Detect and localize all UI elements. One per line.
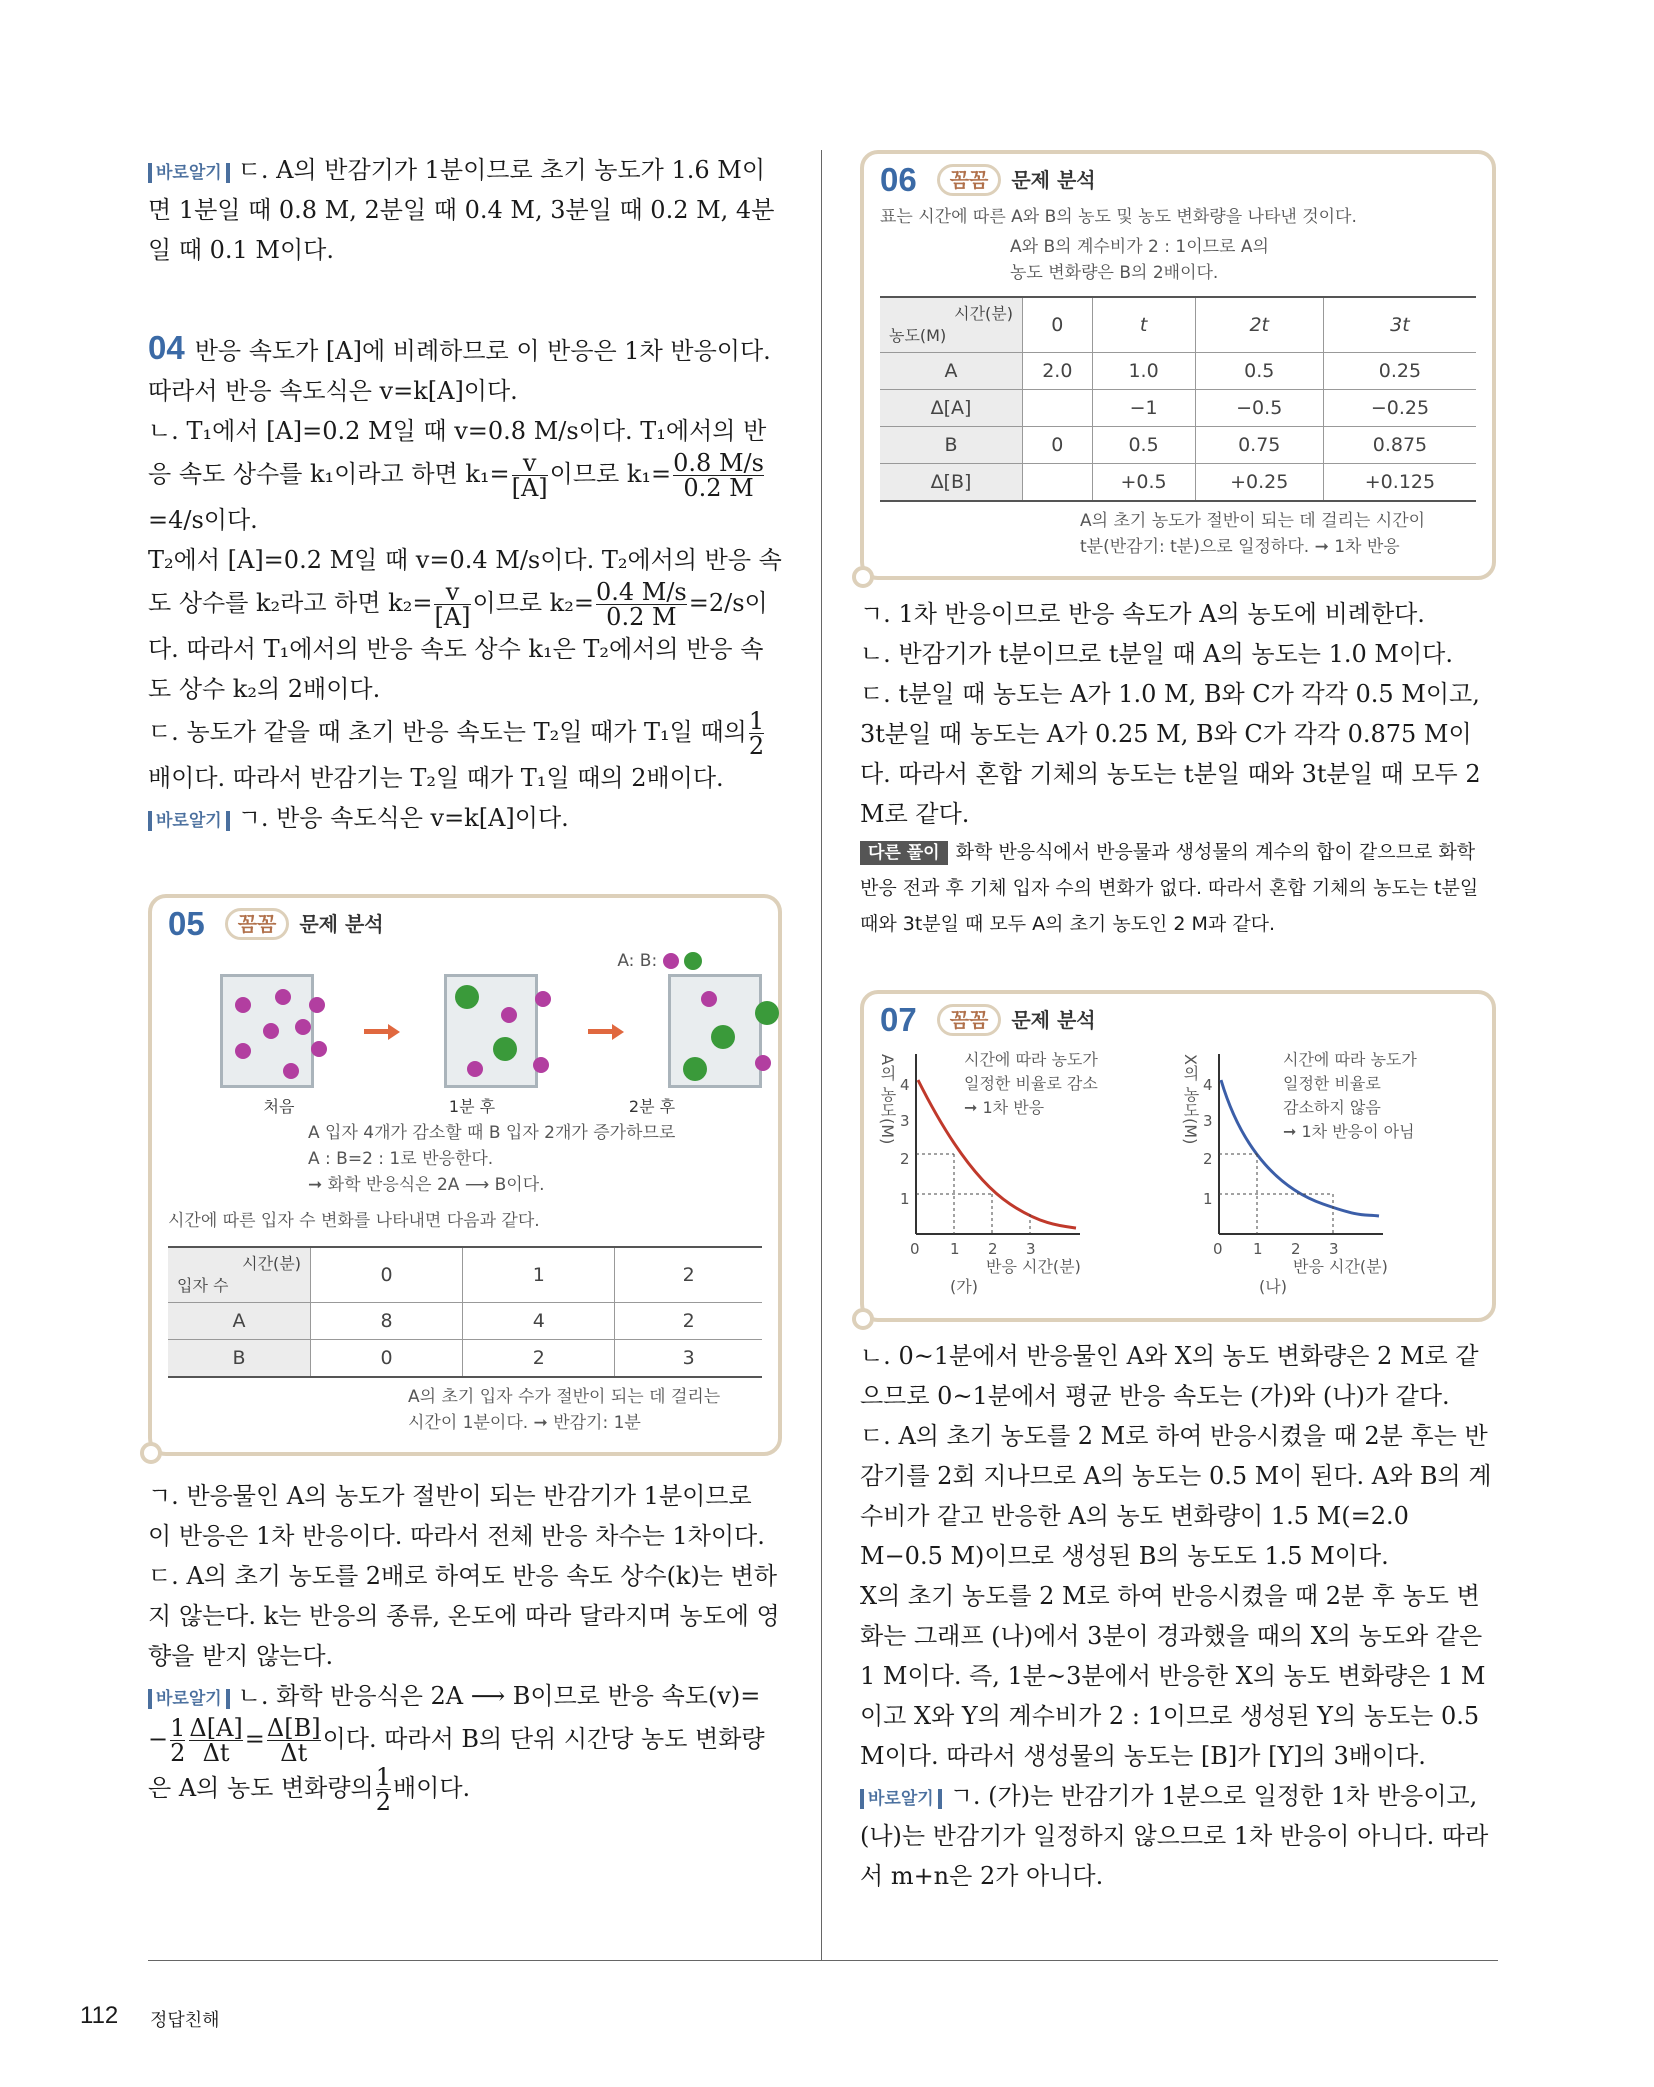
kkomkkom-badge: 꼼꼼 <box>937 164 1002 196</box>
note-line: 일정한 비율로 감소 <box>964 1074 1098 1093</box>
table-cell <box>1023 390 1093 427</box>
table-cell: 3 <box>615 1340 762 1378</box>
particle-b-icon <box>684 952 702 970</box>
table-row <box>880 427 1476 464</box>
table-cell: 4 <box>463 1303 615 1340</box>
frac-num: v <box>512 451 548 476</box>
row-header: A <box>880 353 1023 390</box>
table-caption: 시간에 따른 입자 수 변화를 나타내면 다음과 같다. <box>168 1211 540 1231</box>
frac-num: 1 <box>375 1763 391 1791</box>
q04-text3b: 이므로 k₂= <box>472 589 594 617</box>
frac-den: 2 <box>748 732 765 760</box>
frac-den: 2 <box>375 1788 391 1816</box>
table-row <box>880 464 1476 502</box>
col-header: 2 <box>615 1247 762 1303</box>
baro-tag: 바로알기 <box>148 1689 230 1709</box>
frac-08-02 <box>673 451 764 500</box>
q04-text2c: =4/s이다. <box>148 506 258 534</box>
q05-text2: ㄷ. A의 초기 농도를 2배로 하여도 반응 속도 상수(k)는 변하지 않는다. k는 반응의 종류, 온도에 따라 달라지며 농도에 영향을 받지 않는다. <box>148 1562 780 1670</box>
q07-graphs <box>878 1044 1476 1296</box>
corner-top: 시간(분) <box>954 304 1013 323</box>
graph-na-note <box>1283 1048 1417 1144</box>
q05-table <box>168 1246 762 1378</box>
legend-text: A: B: <box>617 951 658 971</box>
table-cell: 0.25 <box>1323 353 1476 390</box>
table-cell: −1 <box>1092 390 1195 427</box>
container-initial <box>220 974 314 1088</box>
x-tick: 0 <box>1213 1240 1223 1258</box>
corner-bottom: 농도(M) <box>889 326 947 345</box>
q06-text3: ㄷ. t분일 때 농도는 A가 1.0 M, B와 C가 각각 0.5 M이고, 3t분일 때 농도는 A가 0.25 M, B와 C가 각각 0.875 M이다. 따라서 혼합 기체의 농도는 t분일 때와 3t분일 때 모두 2 M로 같다. <box>860 680 1481 828</box>
table-cell: 0 <box>311 1340 463 1378</box>
y-label: X의 농도(M) <box>1181 1054 1200 1145</box>
label-initial: 처음 <box>263 1097 295 1116</box>
q05-number: 05 <box>168 905 205 942</box>
particle-a <box>283 1063 299 1079</box>
frac-num: Δ[A] <box>189 1714 243 1742</box>
col-header: 1 <box>463 1247 615 1303</box>
box-title: 문제 분석 <box>1011 168 1096 192</box>
particle-a <box>311 1041 327 1057</box>
q04-line5 <box>148 798 782 838</box>
container-1min <box>444 974 538 1088</box>
row-header: Δ[B] <box>880 464 1023 502</box>
table-cell: +0.25 <box>1195 464 1323 502</box>
box-corner-dot <box>140 1442 162 1464</box>
corner-bottom: 입자 수 <box>177 1276 229 1295</box>
table-cell: 0.75 <box>1195 427 1323 464</box>
other-solution-tag: 다른 풀이 <box>860 841 948 865</box>
box-title: 문제 분석 <box>1011 1008 1096 1032</box>
table-cell: 0.5 <box>1195 353 1323 390</box>
particle-a <box>533 1057 549 1073</box>
note-line: 시간이 1분이다. ➞ 반감기: 1분 <box>408 1413 641 1433</box>
frac-num: 0.8 M/s <box>673 449 764 477</box>
y-label: A의 농도(M) <box>878 1054 897 1145</box>
row-header: B <box>880 427 1023 464</box>
table-row <box>880 353 1476 390</box>
q05-analysis-box <box>148 894 782 1456</box>
container-2min <box>668 974 762 1088</box>
container-labels <box>220 1094 762 1120</box>
q03-answer <box>148 150 782 270</box>
note-line: A의 초기 입자 수가 절반이 되는 데 걸리는 <box>408 1387 721 1407</box>
particle-a <box>467 1061 483 1077</box>
box-corner-dot <box>852 566 874 588</box>
x-tick: 0 <box>910 1240 920 1258</box>
baro-tag: 바로알기 <box>148 811 230 831</box>
particle-b <box>493 1037 517 1061</box>
frac-half2 <box>376 1765 391 1814</box>
q05-note-a <box>308 1120 762 1198</box>
particle-a <box>501 1007 517 1023</box>
q07-analysis-box <box>860 990 1496 1322</box>
frac-den: Δt <box>202 1739 230 1767</box>
note-line: 농도 변화량은 B의 2배이다. <box>1010 263 1219 283</box>
q06-note-b <box>1080 508 1476 560</box>
x-tick: 1 <box>1253 1240 1263 1258</box>
label-2min: 2분 후 <box>628 1097 676 1116</box>
q06-text1: ㄱ. 1차 반응이므로 반응 속도가 A의 농도에 비례한다. <box>860 600 1425 628</box>
note-line: ➞ 화학 반응식은 2A ⟶ B이다. <box>308 1175 545 1195</box>
note-line: 시간에 따라 농도가 <box>964 1050 1098 1069</box>
note-line: t분(반감기: t분)으로 일정하다. ➞ 1차 반응 <box>1080 537 1400 557</box>
corner-top: 시간(분) <box>242 1254 301 1273</box>
particle-a <box>235 1043 251 1059</box>
baro-tag: 바로알기 <box>148 163 230 183</box>
particle-a <box>309 997 325 1013</box>
x-tick: 1 <box>950 1240 960 1258</box>
q06-number: 06 <box>880 161 917 198</box>
q07-text4a: ㄱ. (가)는 반감기가 1분으로 일정한 1차 반응이고, (나)는 반감기가 일정하지 않으므로 1차 반응이 아니다. 따라서 m+n은 2가 아니다. <box>860 1782 1489 1890</box>
q04-line2 <box>148 411 782 540</box>
arrow-icon <box>364 1029 394 1034</box>
q04-text3: T₂에서 [A]=0.2 M일 때 v=0.4 M/s이다. T₂에서의 반응 속도 상수를 k₂라고 하면 k₂= <box>148 546 782 617</box>
q06-text2: ㄴ. 반감기가 t분이므로 t분일 때 A의 농도는 1.0 M이다. <box>860 640 1453 668</box>
particle-a <box>535 991 551 1007</box>
frac-v-a2 <box>434 580 470 629</box>
table-header-row <box>168 1247 762 1303</box>
row-header: Δ[A] <box>880 390 1023 427</box>
table-cell: −0.5 <box>1195 390 1323 427</box>
x-tick: 3 <box>1026 1240 1036 1258</box>
particle-b <box>683 1057 707 1081</box>
q04-number: 04 <box>148 329 185 366</box>
y-tick: 4 <box>900 1076 910 1094</box>
table-cell <box>1023 464 1093 502</box>
frac-v-a <box>512 451 548 500</box>
frac-num: 0.4 M/s <box>595 578 687 606</box>
table-cell: 2 <box>463 1340 615 1378</box>
column-divider <box>821 150 822 1960</box>
other-solution-text: 화학 반응식에서 반응물과 생성물의 계수의 합이 같으므로 화학 반응 전과 후 기체 입자 수의 변화가 없다. 따라서 혼합 기체의 농도는 t분일 때와 3t분일 때 모두 A의 초기 농도인 2 M과 같다. <box>860 841 1479 935</box>
particle-legend <box>168 948 702 974</box>
table-cell: +0.5 <box>1092 464 1195 502</box>
particle-a <box>263 1023 279 1039</box>
y-tick: 3 <box>1203 1112 1213 1130</box>
q05-header <box>168 905 762 942</box>
x-tick: 2 <box>988 1240 998 1258</box>
table-cell: 8 <box>311 1303 463 1340</box>
note-line: A 입자 4개가 감소할 때 B 입자 2개가 증가하므로 <box>308 1123 676 1143</box>
graph-name: (나) <box>1259 1277 1287 1296</box>
arrow-icon <box>588 1029 618 1034</box>
table-cell: 2 <box>615 1303 762 1340</box>
graph-ga-note <box>964 1048 1098 1120</box>
table-cell: 2.0 <box>1023 353 1093 390</box>
q06-note-a <box>1010 234 1476 286</box>
q05-note-b <box>408 1384 762 1436</box>
frac-den: Δt <box>280 1739 308 1767</box>
frac-num: 1 <box>748 707 765 735</box>
y-tick: 1 <box>900 1190 910 1208</box>
particle-a <box>275 989 291 1005</box>
table-cell: −0.25 <box>1323 390 1476 427</box>
table-cell: 0 <box>1023 427 1093 464</box>
left-column <box>148 150 782 1814</box>
y-tick: 3 <box>900 1112 910 1130</box>
col-header: t <box>1092 297 1195 353</box>
table-header-row <box>880 297 1476 353</box>
particle-a <box>755 1055 771 1071</box>
q07-number: 07 <box>880 1001 917 1038</box>
row-header: B <box>168 1340 311 1378</box>
table-row <box>168 1340 762 1378</box>
x-label: 반응 시간(분) <box>986 1257 1081 1276</box>
particle-b <box>755 1001 779 1025</box>
table-cell: 0.875 <box>1323 427 1476 464</box>
y-tick: 1 <box>1203 1190 1213 1208</box>
q07-text2: ㄷ. A의 초기 농도를 2 M로 하여 반응시켰을 때 2분 후는 반감기를 2회 지나므로 A의 농도는 0.5 M이 된다. A와 B의 계수비가 같고 반응한 A의 농도 변화량이 1.5 M(=2.0 M−0.5 M)이므로 생성된 B의 농도도 1.5 M이다. <box>860 1422 1492 1570</box>
q04-text3c: =2/s이다. 따라서 T₁에서의 반응 속도 상수 k₁은 T₂에서의 반응 속도 상수 k₂의 2배이다. <box>148 589 768 703</box>
note-line: 감소하지 않음 <box>1283 1098 1381 1117</box>
graph-ga <box>878 1044 1173 1296</box>
q07-header <box>880 1001 1476 1038</box>
table-corner <box>168 1247 311 1303</box>
kkomkkom-badge: 꼼꼼 <box>937 1004 1002 1036</box>
q04-text5: ㄱ. 반응 속도식은 v=k[A]이다. <box>237 804 569 832</box>
q03-text: ㄷ. A의 반감기가 1분이므로 초기 농도가 1.6 M이면 1분일 때 0.8 M, 2분일 때 0.4 M, 3분일 때 0.2 M, 4분일 때 0.1 M이다. <box>148 156 775 264</box>
frac-num: 1 <box>170 1714 186 1742</box>
q04-line1 <box>148 328 782 411</box>
right-column <box>860 150 1496 1896</box>
col-header: 2t <box>1195 297 1323 353</box>
y-tick: 2 <box>900 1150 910 1168</box>
x-label: 반응 시간(분) <box>1293 1257 1388 1276</box>
q04-line3 <box>148 540 782 709</box>
note-line: A의 초기 농도가 절반이 되는 데 걸리는 시간이 <box>1080 511 1426 531</box>
frac-half <box>749 709 764 758</box>
q05-text3a: ㄴ. 화학 반응식은 2A ⟶ B이므로 반응 속도(v)= <box>237 1682 761 1710</box>
frac-db-dt <box>267 1716 321 1765</box>
table-cell: 0.5 <box>1092 427 1195 464</box>
q07-text3: X의 초기 농도를 2 M로 하여 반응시켰을 때 2분 후 농도 변화는 그래프 (나)에서 3분이 경과했을 때의 X의 농도와 같은 1 M이다. 즉, 1분~3분에서 반응한 X의 농도 변화량은 1 M이고 X와 Y의 계수비가 2 : 1이므로 생성된 Y의 농도는 0.5 M이다. 따라서 생성물의 농도는 [B]가 [Y]의 3배이다. <box>860 1582 1486 1770</box>
q06-intro: 표는 시간에 따른 A와 B의 농도 및 농도 변화량을 나타낸 것이다. <box>880 207 1357 227</box>
page-number: 112 <box>80 2002 119 2029</box>
note-line: A와 B의 계수비가 2 : 1이므로 A의 <box>1010 237 1269 257</box>
note-line: 시간에 따라 농도가 <box>1283 1050 1417 1069</box>
graph-name: (가) <box>950 1277 978 1296</box>
label-1min: 1분 후 <box>448 1097 496 1116</box>
frac-da-dt <box>189 1716 242 1765</box>
note-line: A : B=2 : 1로 반응한다. <box>308 1149 494 1169</box>
table-cell: 1.0 <box>1092 353 1195 390</box>
particle-a <box>295 1019 311 1035</box>
book-title: 정답친해 <box>150 2010 220 2031</box>
frac-num: v <box>434 580 470 605</box>
baro-tag: 바로알기 <box>860 1789 942 1809</box>
frac-den: [A] <box>511 474 548 502</box>
graph-na <box>1181 1044 1476 1296</box>
frac-den: [A] <box>434 603 471 631</box>
particle-a-icon <box>663 953 679 969</box>
col-header: 0 <box>1023 297 1093 353</box>
table-row <box>168 1303 762 1340</box>
particle-b <box>455 985 479 1009</box>
particle-a <box>701 991 717 1007</box>
q06-header <box>880 161 1476 198</box>
table-corner <box>880 297 1023 353</box>
particle-a <box>235 997 251 1013</box>
note-line: ➞ 1차 반응이 아님 <box>1283 1122 1415 1141</box>
row-header: A <box>168 1303 311 1340</box>
q04-text2: ㄴ. T₁에서 [A]=0.2 M일 때 v=0.8 M/s이다. T₁에서의 반응 속도 상수를 k₁이라고 하면 k₁= <box>148 417 767 488</box>
col-header: 0 <box>311 1247 463 1303</box>
box-title: 문제 분석 <box>299 912 384 936</box>
q06-table <box>880 296 1476 502</box>
x-tick: 2 <box>1291 1240 1301 1258</box>
q04-text1: 반응 속도가 [A]에 비례하므로 이 반응은 1차 반응이다. 따라서 반응 속도식은 v=k[A]이다. <box>148 337 771 405</box>
kkomkkom-badge: 꼼꼼 <box>225 908 290 940</box>
q05-text3: 바로알기 ㄴ. 화학 반응식은 2A ⟶ B이므로 반응 속도(v)= − $\frac{1}{2}$ $\frac{\Delta[A]}{\Delta t}$ = $\frac{\Delta[B]}{\Delta t}$ 이다. 따라서 B의 단위 시간당 농도 변화량은 A의 농도 변화량의 $\frac{1}{2}$ 배이다. <box>148 1682 765 1816</box>
col-header: 3t <box>1323 297 1476 353</box>
frac-den: 0.2 M <box>606 603 677 631</box>
q06-other-solution <box>860 834 1496 942</box>
box-corner-dot <box>852 1308 874 1330</box>
table-cell: +0.125 <box>1323 464 1476 502</box>
q04-text2b: 이므로 k₁= <box>549 460 672 488</box>
frac-num: Δ[B] <box>266 1714 321 1742</box>
y-tick: 4 <box>1203 1076 1213 1094</box>
particle-diagram <box>220 974 762 1088</box>
q04-text4: ㄷ. 농도가 같을 때 초기 반응 속도는 T₂일 때가 T₁일 때의 <box>148 718 747 746</box>
particle-b <box>711 1025 735 1049</box>
note-line: 일정한 비율로 <box>1283 1074 1381 1093</box>
frac-half <box>170 1716 185 1765</box>
footer-rule <box>148 1960 1498 1961</box>
note-line: ➞ 1차 반응 <box>964 1098 1045 1117</box>
q05-text3c: 배이다. <box>392 1774 471 1802</box>
table-row <box>880 390 1476 427</box>
frac-den: 0.2 M <box>683 474 754 502</box>
frac-04-02 <box>596 580 687 629</box>
y-tick: 2 <box>1203 1150 1213 1168</box>
q05-text1: ㄱ. 반응물인 A의 농도가 절반이 되는 반감기가 1분이므로 이 반응은 1차 반응이다. 따라서 전체 반응 차수는 1차이다. <box>148 1482 765 1550</box>
q04-line4 <box>148 709 782 798</box>
frac-den: 2 <box>170 1739 186 1767</box>
q06-analysis-box <box>860 150 1496 580</box>
q04-text4b: 배이다. 따라서 반감기는 T₂일 때가 T₁일 때의 2배이다. <box>148 764 724 792</box>
x-tick: 3 <box>1329 1240 1339 1258</box>
q07-text4 <box>860 1776 1496 1896</box>
q05-text3b: 이다. 따라서 B의 단위 시간당 농도 변화량은 A의 농도 변화량의 <box>148 1725 765 1802</box>
q07-text1: ㄴ. 0~1분에서 반응물인 A와 X의 농도 변화량은 2 M로 같으므로 0~1분에서 평균 반응 속도는 (가)와 (나)가 같다. <box>860 1342 1479 1410</box>
